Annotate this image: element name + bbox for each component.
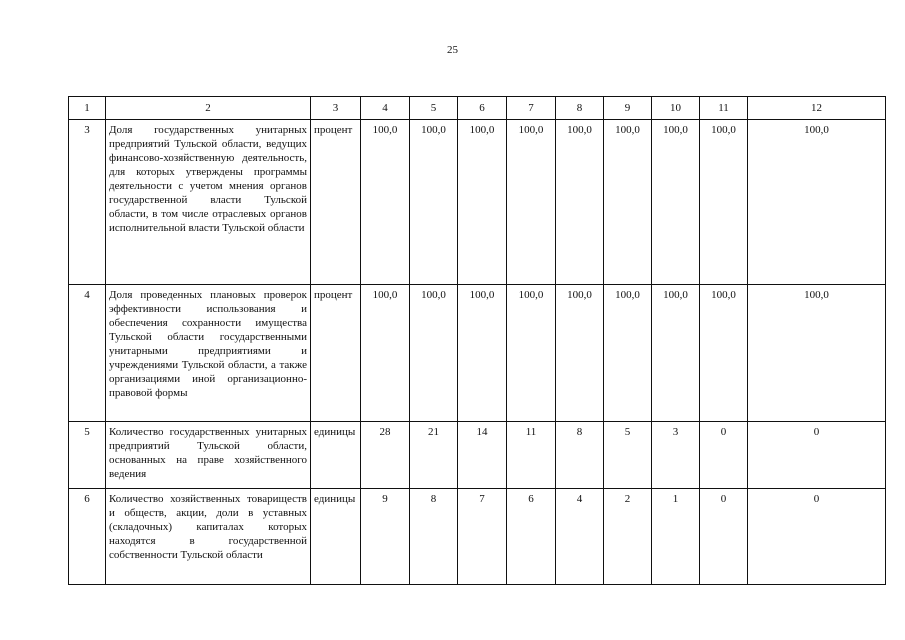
column-header: 7 [507,97,556,120]
value-cell: 100,0 [507,285,556,422]
value-cell: 6 [507,489,556,585]
column-header: 1 [69,97,106,120]
value-cell: 7 [458,489,507,585]
column-header: 4 [361,97,410,120]
value-cell: 0 [748,422,886,489]
unit-cell: процент [311,120,361,285]
table-row [69,489,886,585]
unit-cell: единицы [311,489,361,585]
column-header: 12 [748,97,886,120]
row-number: 6 [69,489,106,585]
column-header: 2 [106,97,311,120]
column-header: 5 [410,97,458,120]
value-cell: 0 [748,489,886,585]
table-row [69,285,886,422]
value-cell: 100,0 [604,120,652,285]
row-number: 5 [69,422,106,489]
column-header: 3 [311,97,361,120]
column-header: 11 [700,97,748,120]
value-cell: 100,0 [507,120,556,285]
value-cell: 100,0 [604,285,652,422]
value-cell: 11 [507,422,556,489]
row-number: 4 [69,285,106,422]
value-cell: 8 [556,422,604,489]
indicator-name: Количество хозяйственных товариществ и обществ, акции, доли в уставных (складочных) капиталах которых находятся в государственной собственности Тульской области [106,489,311,585]
value-cell: 5 [604,422,652,489]
value-cell: 100,0 [556,285,604,422]
value-cell: 100,0 [458,285,507,422]
value-cell: 9 [361,489,410,585]
table-row [69,422,886,489]
value-cell: 21 [410,422,458,489]
indicator-name: Доля проведенных плановых проверок эффективности использования и обеспечения сохранности имущества Тульской области государственными унитарными предприятиями и учреждениями Тульской области, а также организациями иной организационно-правовой формы [106,285,311,422]
column-header: 8 [556,97,604,120]
value-cell: 100,0 [361,120,410,285]
value-cell: 100,0 [458,120,507,285]
value-cell: 100,0 [748,285,886,422]
unit-cell: единицы [311,422,361,489]
row-number: 3 [69,120,106,285]
value-cell: 100,0 [556,120,604,285]
value-cell: 2 [604,489,652,585]
value-cell: 100,0 [410,285,458,422]
value-cell: 100,0 [652,285,700,422]
indicators-table [68,96,886,585]
value-cell: 100,0 [652,120,700,285]
value-cell: 3 [652,422,700,489]
value-cell: 4 [556,489,604,585]
column-header: 9 [604,97,652,120]
value-cell: 100,0 [410,120,458,285]
indicator-name: Доля государственных унитарных предприятий Тульской области, ведущих финансово-хозяйственную деятельность, для которых утверждены программы деятельности с учетом мнения органов государственной власти Тульской области, в том числе отраслевых органов исполнительной власти Тульской области [106,120,311,285]
value-cell: 28 [361,422,410,489]
header-row [69,97,886,120]
column-header: 6 [458,97,507,120]
value-cell: 0 [700,489,748,585]
value-cell: 1 [652,489,700,585]
value-cell: 100,0 [700,120,748,285]
value-cell: 0 [700,422,748,489]
table-row [69,120,886,285]
value-cell: 100,0 [748,120,886,285]
value-cell: 14 [458,422,507,489]
page-number: 25 [447,44,458,56]
indicator-name: Количество государственных унитарных предприятий Тульской области, основанных на праве хозяйственного ведения [106,422,311,489]
unit-cell: процент [311,285,361,422]
column-header: 10 [652,97,700,120]
value-cell: 8 [410,489,458,585]
value-cell: 100,0 [700,285,748,422]
value-cell: 100,0 [361,285,410,422]
